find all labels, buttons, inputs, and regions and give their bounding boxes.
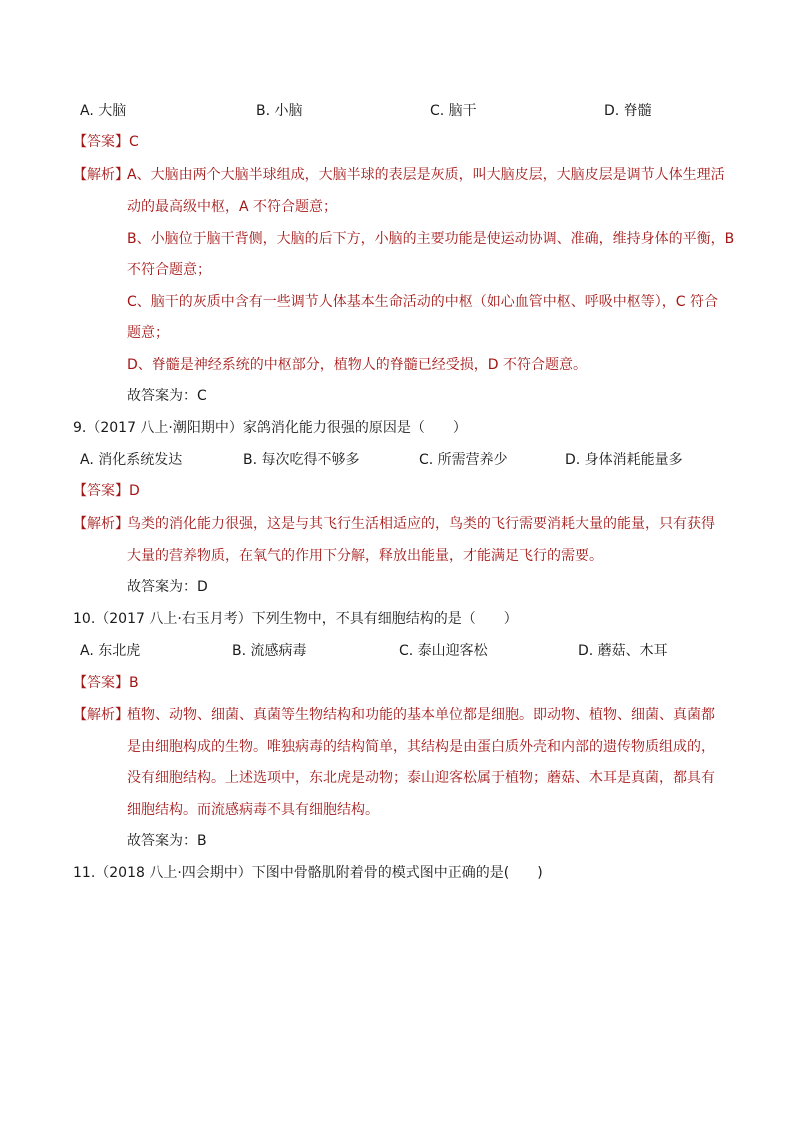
q9-analysis-line-1: 鸟类的消化能力很强，这是与其飞行生活相适应的，鸟类的飞行需要消耗大量的能量，只有获得 — [127, 516, 715, 532]
answer-value: D — [129, 483, 140, 499]
answer-value: B — [129, 675, 139, 691]
q9-conclusion: 故答案为：D — [127, 579, 208, 595]
q11-stem: 11.（2018 八上·四会期中）下图中骨骼肌附着骨的模式图中正确的是( ) — [73, 865, 543, 881]
q8-analysis-line-6: 题意； — [127, 325, 169, 341]
q10-option-c[interactable]: C. 泰山迎客松 — [399, 643, 488, 659]
answer-tag: 【答案】 — [73, 134, 129, 150]
q8-analysis-line-1: A、大脑由两个大脑半球组成，大脑半球的表层是灰质，叫大脑皮层，大脑皮层是调节人体生理活 — [127, 167, 725, 183]
q10-analysis-line-2: 是由细胞构成的生物。唯独病毒的结构简单，其结构是由蛋白质外壳和内部的遗传物质组成的， — [127, 739, 715, 755]
q9-analysis-tag: 【解析】 — [73, 516, 129, 532]
q10-analysis-line-1: 植物、动物、细菌、真菌等生物结构和功能的基本单位都是细胞。即动物、植物、细菌、真菌都 — [127, 707, 715, 723]
q10-analysis-line-3: 没有细胞结构。上述选项中，东北虎是动物；泰山迎客松属于植物；蘑菇、木耳是真菌，都具有 — [127, 770, 715, 786]
q8-option-b[interactable]: B. 小脑 — [256, 103, 303, 119]
q8-analysis-line-2: 动的最高级中枢，A 不符合题意； — [127, 199, 338, 215]
q8-option-c[interactable]: C. 脑干 — [430, 103, 477, 119]
q10-analysis-tag: 【解析】 — [73, 707, 129, 723]
q8-answer-row — [73, 132, 139, 152]
answer-tag: 【答案】 — [73, 483, 129, 499]
q8-analysis-line-7: D、脊髓是神经系统的中枢部分，植物人的脊髓已经受损，D 不符合题意。 — [127, 357, 588, 373]
q8-analysis-line-3: B、小脑位于脑干背侧，大脑的后下方，小脑的主要功能是使运动协调、准确，维持身体的平衡，B — [127, 231, 735, 247]
answer-value: C — [129, 134, 139, 150]
q10-option-a[interactable]: A. 东北虎 — [80, 643, 141, 659]
q8-option-a[interactable]: A. 大脑 — [80, 103, 127, 119]
q10-conclusion: 故答案为：B — [127, 833, 207, 849]
q10-option-d[interactable]: D. 蘑菇、木耳 — [578, 643, 668, 659]
q8-conclusion: 故答案为：C — [127, 388, 207, 404]
q10-answer-row — [73, 673, 139, 693]
q8-analysis-tag: 【解析】 — [73, 167, 129, 183]
q9-answer-row — [73, 481, 140, 501]
q10-option-b[interactable]: B. 流感病毒 — [232, 643, 307, 659]
q9-stem: 9.（2017 八上·潮阳期中）家鸽消化能力很强的原因是（ ） — [73, 420, 467, 436]
q9-option-a[interactable]: A. 消化系统发达 — [80, 452, 183, 468]
q8-analysis-line-5: C、脑干的灰质中含有一些调节人体基本生命活动的中枢（如心血管中枢、呼吸中枢等），C 符合 — [127, 294, 718, 310]
q10-stem: 10.（2017 八上·右玉月考）下列生物中，不具有细胞结构的是（ ） — [73, 611, 518, 627]
q9-option-c[interactable]: C. 所需营养少 — [419, 452, 508, 468]
q9-analysis-line-2: 大量的营养物质，在氧气的作用下分解，释放出能量，才能满足飞行的需要。 — [127, 548, 603, 564]
answer-tag: 【答案】 — [73, 675, 129, 691]
q8-option-d[interactable]: D. 脊髓 — [604, 103, 652, 119]
q9-option-d[interactable]: D. 身体消耗能量多 — [565, 452, 683, 468]
q10-analysis-line-4: 细胞结构。而流感病毒不具有细胞结构。 — [127, 802, 379, 818]
q9-option-b[interactable]: B. 每次吃得不够多 — [243, 452, 360, 468]
q8-analysis-line-4: 不符合题意； — [127, 262, 211, 278]
